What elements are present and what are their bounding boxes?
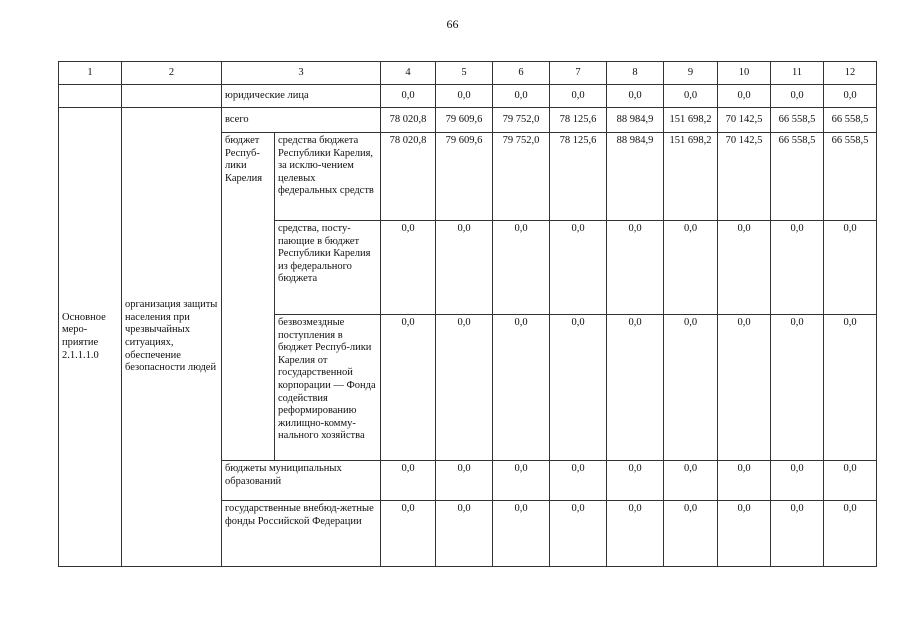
header-cell: 4: [381, 62, 436, 85]
republic-budget-label: бюджет Респуб-лики Карелия: [222, 133, 275, 461]
activity-name: Основное меро-приятие 2.1.1.1.0: [59, 108, 122, 567]
value-cell: 0,0: [550, 501, 607, 567]
value-cell: 0,0: [718, 221, 771, 315]
value-cell: 0,0: [550, 221, 607, 315]
value-cell: 0,0: [824, 501, 877, 567]
budget-table: [58, 61, 877, 567]
value-cell: 0,0: [550, 461, 607, 501]
value-cell: 0,0: [550, 315, 607, 461]
table-row-total: [59, 108, 877, 133]
value-cell: 0,0: [381, 461, 436, 501]
value-cell: 0,0: [718, 85, 771, 108]
empty-cell: [122, 85, 222, 108]
value-cell: 88 984,9: [607, 108, 664, 133]
header-row: [59, 62, 877, 85]
value-cell: 0,0: [607, 501, 664, 567]
value-cell: 0,0: [381, 85, 436, 108]
value-cell: 79 752,0: [493, 133, 550, 221]
activity-goal: организация защиты населения при чрезвычайных ситуациях, обеспечение безопасности людей: [122, 108, 222, 567]
value-cell: 0,0: [436, 85, 493, 108]
row-label: всего: [222, 108, 381, 133]
value-cell: 0,0: [381, 501, 436, 567]
value-cell: 78 125,6: [550, 108, 607, 133]
value-cell: 151 698,2: [664, 108, 718, 133]
header-cell: 7: [550, 62, 607, 85]
value-cell: 0,0: [824, 461, 877, 501]
value-cell: 0,0: [381, 315, 436, 461]
header-cell: 3: [222, 62, 381, 85]
value-cell: 0,0: [493, 501, 550, 567]
value-cell: 79 609,6: [436, 133, 493, 221]
row-label: бюджеты муниципальных образований: [222, 461, 381, 501]
header-cell: 9: [664, 62, 718, 85]
value-cell: 0,0: [771, 461, 824, 501]
value-cell: 0,0: [664, 315, 718, 461]
value-cell: 66 558,5: [824, 108, 877, 133]
value-cell: 0,0: [436, 501, 493, 567]
header-cell: 11: [771, 62, 824, 85]
value-cell: 0,0: [436, 315, 493, 461]
value-cell: 78 125,6: [550, 133, 607, 221]
header-cell: 2: [122, 62, 222, 85]
value-cell: 66 558,5: [771, 133, 824, 221]
row-label: безвозмездные поступления в бюджет Респуб-лики Карелия от государственной корпорации — Фонда содействия реформированию жилищно-комму-нального хозяйства: [275, 315, 381, 461]
value-cell: 0,0: [718, 501, 771, 567]
value-cell: 0,0: [664, 461, 718, 501]
page-number: 66: [446, 17, 459, 31]
header-cell: 12: [824, 62, 877, 85]
value-cell: 0,0: [550, 85, 607, 108]
value-cell: 88 984,9: [607, 133, 664, 221]
value-cell: 0,0: [664, 501, 718, 567]
header-cell: 8: [607, 62, 664, 85]
value-cell: 0,0: [718, 315, 771, 461]
value-cell: 0,0: [436, 461, 493, 501]
value-cell: 0,0: [771, 315, 824, 461]
row-label: юридические лица: [222, 85, 381, 108]
value-cell: 0,0: [771, 501, 824, 567]
value-cell: 0,0: [493, 85, 550, 108]
value-cell: 66 558,5: [771, 108, 824, 133]
value-cell: 70 142,5: [718, 133, 771, 221]
row-label: государственные внебюд-жетные фонды Российской Федерации: [222, 501, 381, 567]
value-cell: 0,0: [771, 85, 824, 108]
value-cell: 70 142,5: [718, 108, 771, 133]
value-cell: 0,0: [381, 221, 436, 315]
value-cell: 0,0: [607, 315, 664, 461]
value-cell: 78 020,8: [381, 133, 436, 221]
row-label: средства, посту-пающие в бюджет Республики Карелия из федерального бюджета: [275, 221, 381, 315]
value-cell: 0,0: [493, 315, 550, 461]
header-cell: 10: [718, 62, 771, 85]
header-cell: 5: [436, 62, 493, 85]
value-cell: 0,0: [493, 461, 550, 501]
empty-cell: [59, 85, 122, 108]
value-cell: 0,0: [824, 315, 877, 461]
value-cell: 151 698,2: [664, 133, 718, 221]
value-cell: 0,0: [436, 221, 493, 315]
table-row-legal-entities: [59, 85, 877, 108]
value-cell: 0,0: [664, 85, 718, 108]
value-cell: 0,0: [824, 85, 877, 108]
header-cell: 1: [59, 62, 122, 85]
value-cell: 0,0: [664, 221, 718, 315]
value-cell: 66 558,5: [824, 133, 877, 221]
value-cell: 0,0: [824, 221, 877, 315]
value-cell: 79 752,0: [493, 108, 550, 133]
row-label: средства бюджета Республики Карелия, за исклю-чением целевых федеральных средств: [275, 133, 381, 221]
value-cell: 78 020,8: [381, 108, 436, 133]
value-cell: 0,0: [607, 461, 664, 501]
value-cell: 0,0: [607, 85, 664, 108]
value-cell: 0,0: [718, 461, 771, 501]
value-cell: 79 609,6: [436, 108, 493, 133]
value-cell: 0,0: [607, 221, 664, 315]
value-cell: 0,0: [493, 221, 550, 315]
header-cell: 6: [493, 62, 550, 85]
value-cell: 0,0: [771, 221, 824, 315]
